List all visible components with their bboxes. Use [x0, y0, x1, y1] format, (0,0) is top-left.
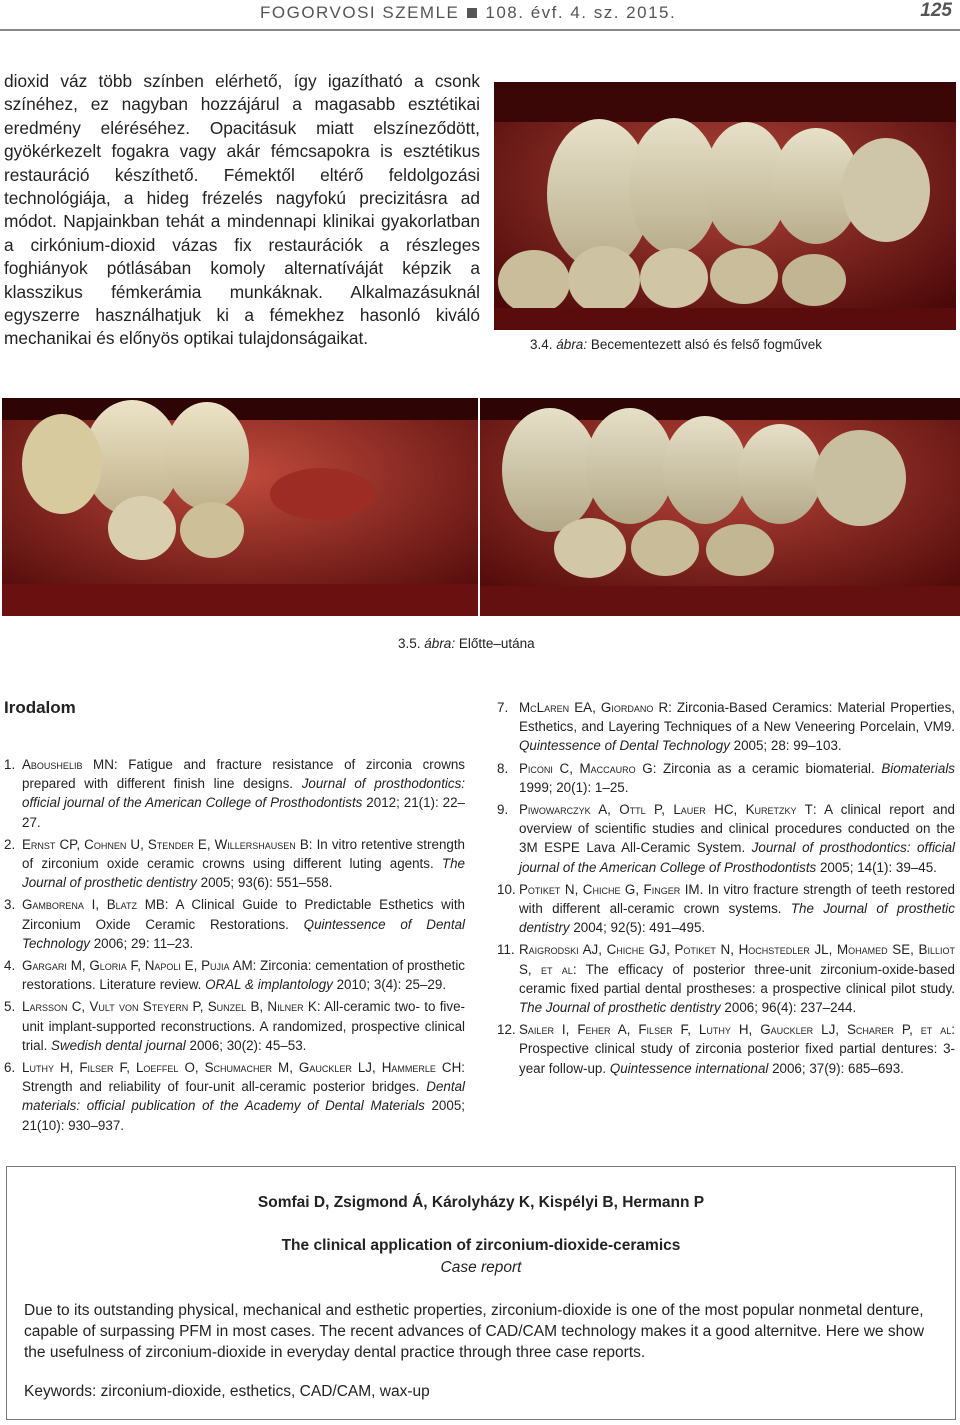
figure-3-5-caption	[398, 636, 535, 651]
reference-item: 7. McLaren EA, Giordano R: Zirconia-Based Ceramics: Material Properties, Esthetics, and Layering Techniques of a New Veneering Porcelain, VM9. Quintessence of Dental Technology 2005; 28: 99–103.	[497, 700, 955, 754]
figure-3-5-after-photo	[480, 398, 960, 616]
issue-info: 108. évf. 4. sz. 2015.	[485, 3, 677, 22]
reference-item: 8. Piconi C, Maccauro G: Zirconia as a ceramic biomaterial. Biomaterials 1999; 20(1): 1–25.	[497, 760, 955, 795]
figure-3-5-before-photo	[2, 398, 478, 616]
abstract-authors: Somfai D, Zsigmond Á, Károlyházy K, Kispélyi B, Hermann P	[257, 1194, 705, 1211]
square-bullet-icon	[467, 8, 477, 18]
reference-item: 10. Potiket N, Chiche G, Finger IM. In vitro fracture strength of teeth restored with different all-ceramic crown systems. The Journal of prosthetic dentistry 2004; 92(5): 491–495.	[497, 881, 955, 936]
english-abstract-box	[6, 1166, 956, 1420]
reference-item: 3. Gamborena I, Blatz MB: A Clinical Guide to Predictable Esthetics with Zirconium Oxide Ceramic Restorations. Quintessence of Dental Technology 2006; 29: 11–23.	[4, 897, 465, 951]
reference-item: 5. Larsson C, Vult von Steyern P, Sunzel B, Nilner K: All-ceramic two- to five-unit implant-supported reconstructions. A randomized, prospective clinical trial. Swedish dental journal 2006; 30(2): 45–53.	[4, 999, 465, 1053]
figure-text: Becementezett alsó és felső fogművek	[590, 337, 822, 352]
figure-number: 3.5.	[398, 636, 421, 651]
dental-after-image	[480, 398, 960, 616]
references-right-column	[497, 698, 955, 1081]
page-number: 125	[920, 0, 952, 21]
references-left-column	[4, 755, 465, 1138]
figure-label: ábra:	[556, 337, 588, 352]
reference-item: 9. Piwowarczyk A, Ottl P, Lauer HC, Kuretzky T: A clinical report and overview of scientific studies and clinical procedures conducted on the 3M ESPE Lava All-Ceramic System. Journal of prosthodontics: official journal of the American College of Prosthodontists 2005; 14(1): 39–45.	[497, 802, 956, 875]
abstract-keywords: Keywords: zirconium-dioxide, esthetics, CAD/CAM, wax-up	[24, 1383, 430, 1400]
figure-number: 3.4.	[530, 337, 553, 352]
references-heading: Irodalom	[4, 698, 76, 717]
dental-before-image	[2, 398, 478, 616]
reference-item: 12. Sailer I, Feher A, Filser F, Luthy H, Gauckler LJ, Scharer P, et al: Prospective clinical study of zirconia posterior fixed partial dentures: 3-year follow-up. Quintessence international 2006; 37(9): 685–693.	[497, 1022, 955, 1076]
figure-3-4-caption	[530, 337, 822, 352]
header-rule	[0, 29, 960, 31]
reference-item: 6. Luthy H, Filser F, Loeffel O, Schumacher M, Gauckler LJ, Hammerle CH: Strength and reliability of four-unit all-ceramic posterior bridges. Dental materials: official publication of the Academy of Dental Materials 2005; 21(10): 930–937.	[4, 1060, 465, 1133]
abstract-title: The clinical application of zirconium-dioxide-ceramics	[281, 1237, 681, 1254]
reference-item: 1. Aboushelib MN: Fatigue and fracture resistance of zirconia crowns prepared with different finish line designs. Journal of prosthodontics: official journal of the American College of Prosthodontists 2012; 21(1): 22–27.	[4, 757, 466, 830]
figure-label: ábra:	[424, 636, 456, 651]
running-head	[260, 3, 676, 23]
journal-name: FOGORVOSI SZEMLE	[260, 3, 460, 22]
page-header	[0, 0, 960, 30]
dental-photo-image	[494, 82, 956, 330]
abstract-subtitle: Case report	[440, 1259, 522, 1276]
reference-item: 11. Raigrodski AJ, Chiche GJ, Potiket N, Hochstedler JL, Mohamed SE, Billiot S, et al: The efficacy of posterior three-unit zirconium-oxide-based ceramic fixed partial dental prostheses: a prospective clinical pilot study. The Journal of prosthetic dentistry 2006; 96(4): 237–244.	[497, 942, 955, 1016]
figure-text: Előtte–utána	[458, 636, 535, 651]
reference-item: 4. Gargari M, Gloria F, Napoli E, Pujia AM: Zirconia: cementation of prosthetic restorations. Literature review. ORAL & implantology 2010; 3(4): 25–29.	[4, 958, 466, 993]
abstract-text: Due to its outstanding physical, mechanical and esthetic properties, zirconium-dioxide is one of the most popular nonmetal denture, capable of surpassing PFM in most cases. The recent advances of CAD/CAM technology makes it a good alternitve. Here we show the usefulness of zirconium-dioxide in everyday dental practice through three case reports.	[24, 1302, 925, 1361]
figure-3-4-photo	[494, 82, 956, 330]
reference-item: 2. Ernst CP, Cohnen U, Stender E, Willershausen B: In vitro retentive strength of zirconium oxide ceramic crowns using different luting agents. The Journal of prosthetic dentistry 2005; 93(6): 551–558.	[4, 836, 466, 891]
body-paragraph: dioxid váz több színben elérhető, így igazítható a csonk színéhez, ez nagyban hozzájárul a magasabb esztétikai eredmény eléréséhez. Opacitásuk miatt elszíneződött, gyökérkezelt fogakra vagy akár fémcsapokra is esztétikus restauráció készíthető. Fémektől eltérő feldolgozási technológiája, a hideg frézelés nagyfokú precizitásra ad módot. Napjainkban tehát a mindennapi klinikai gyakorlatban a cirkónium-dioxid vázas fix restaurációk a részleges foghiányok pótlásában komoly alternatíváját képzik a klasszikus fémkerámia munkáknak. Alkalmazásuknál egyszerre használhatjuk ki a fémekhez hasonló kiváló mechanikai és előnyös optikai tulajdonságaikat.	[4, 71, 480, 349]
